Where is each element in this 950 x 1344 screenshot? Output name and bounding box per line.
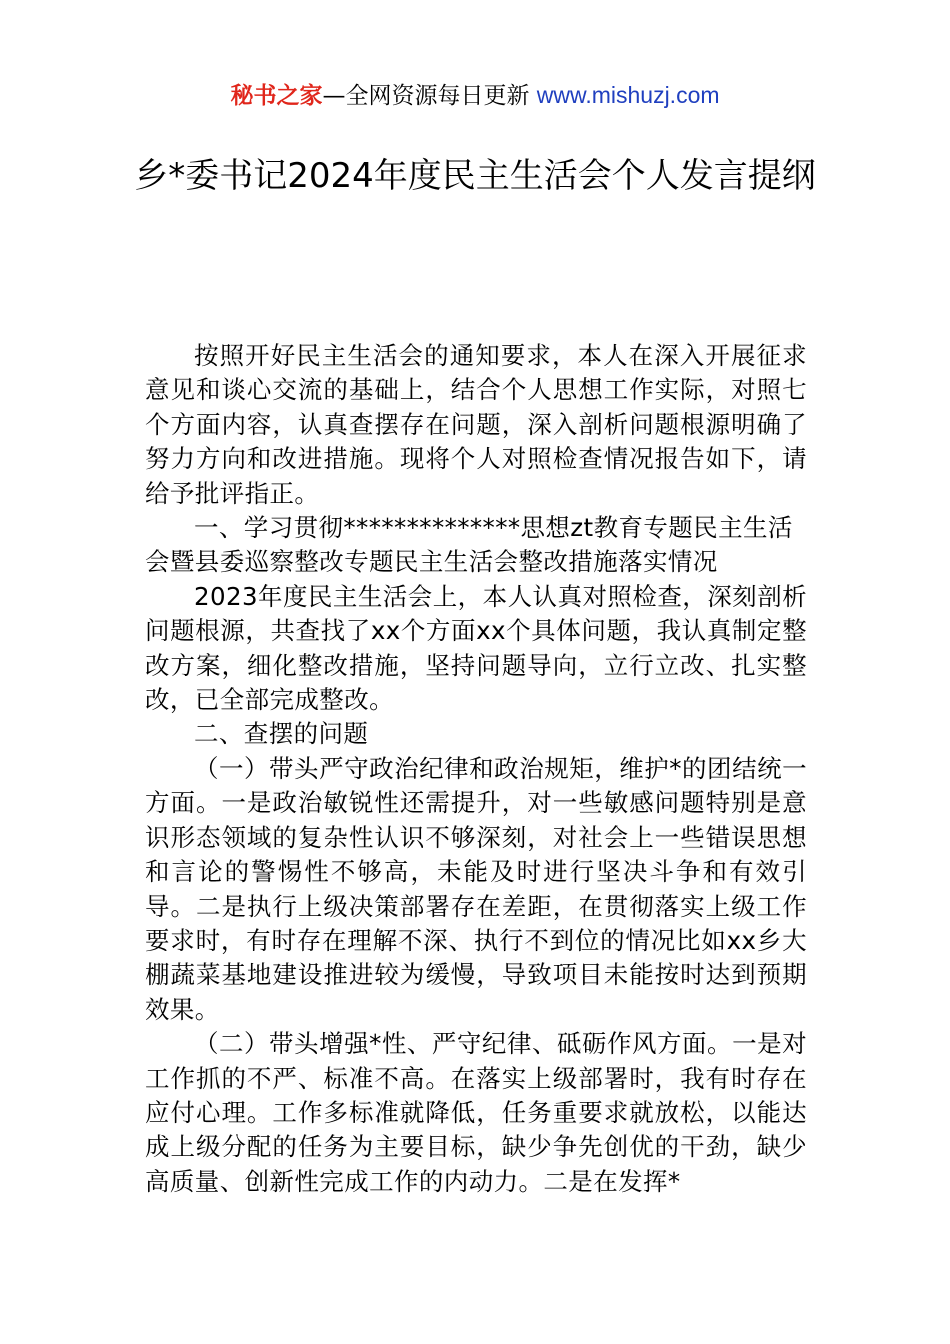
site-url-link[interactable]: www.mishuzj.com — [536, 82, 720, 108]
site-header — [0, 78, 950, 113]
brand-name: 秘书之家 — [230, 83, 323, 109]
section-heading-1: 一、学习贯彻**************思想zt教育专题民主生活会暨县委巡察整改专题民主生活会整改措施落实情况 — [145, 513, 793, 577]
intro-paragraph: 按照开好民主生活会的通知要求，本人在深入开展征求意见和谈心交流的基础上，结合个人思想工作实际，对照七个方面内容，认真查摆存在问题，深入剖析问题根源明确了努力方向和改进措施。现将个人对照检查情况报告如下，请给予批评指正。 — [145, 341, 807, 508]
section-heading-2: 二、查摆的问题 — [194, 719, 369, 749]
document-body — [145, 339, 807, 1199]
section-1-paragraph: 2023年度民主生活会上，本人认真对照检查，深刻剖析问题根源，共查找了xx个方面xx个具体问题，我认真制定整改方案，细化整改措施，坚持问题导向，立行立改、扎实整改，已全部完成整改。 — [145, 581, 807, 715]
issue-paragraph-2: （二）带头增强*性、严守纪律、砥砺作风方面。一是对工作抓的不严、标准不高。在落实上级部署时，我有时存在应付心理。工作多标准就降低，任务重要求就放松，以能达成上级分配的任务为主要目标，缺少争先创优的干劲，缺少高质量、创新性完成工作的内动力。二是在发挥* — [145, 1029, 807, 1196]
issue-paragraph-1: （一）带头严守政治纪律和政治规矩，维护*的团结统一方面。一是政治敏锐性还需提升，对一些敏感问题特别是意识形态领域的复杂性认识不够深刻，对社会上一些错误思想和言论的警惕性不够高，未能及时进行坚决斗争和有效引导。二是执行上级决策部署存在差距，在贯彻落实上级工作要求时，有时存在理解不深、执行不到位的情况比如xx乡大棚蔬菜基地建设推进较为缓慢，导致项目未能按时达到预期效果。 — [145, 753, 807, 1024]
document-title: 乡*委书记2024年度民主生活会个人发言提纲 — [134, 156, 816, 196]
header-tagline: —全网资源每日更新 — [322, 83, 537, 109]
